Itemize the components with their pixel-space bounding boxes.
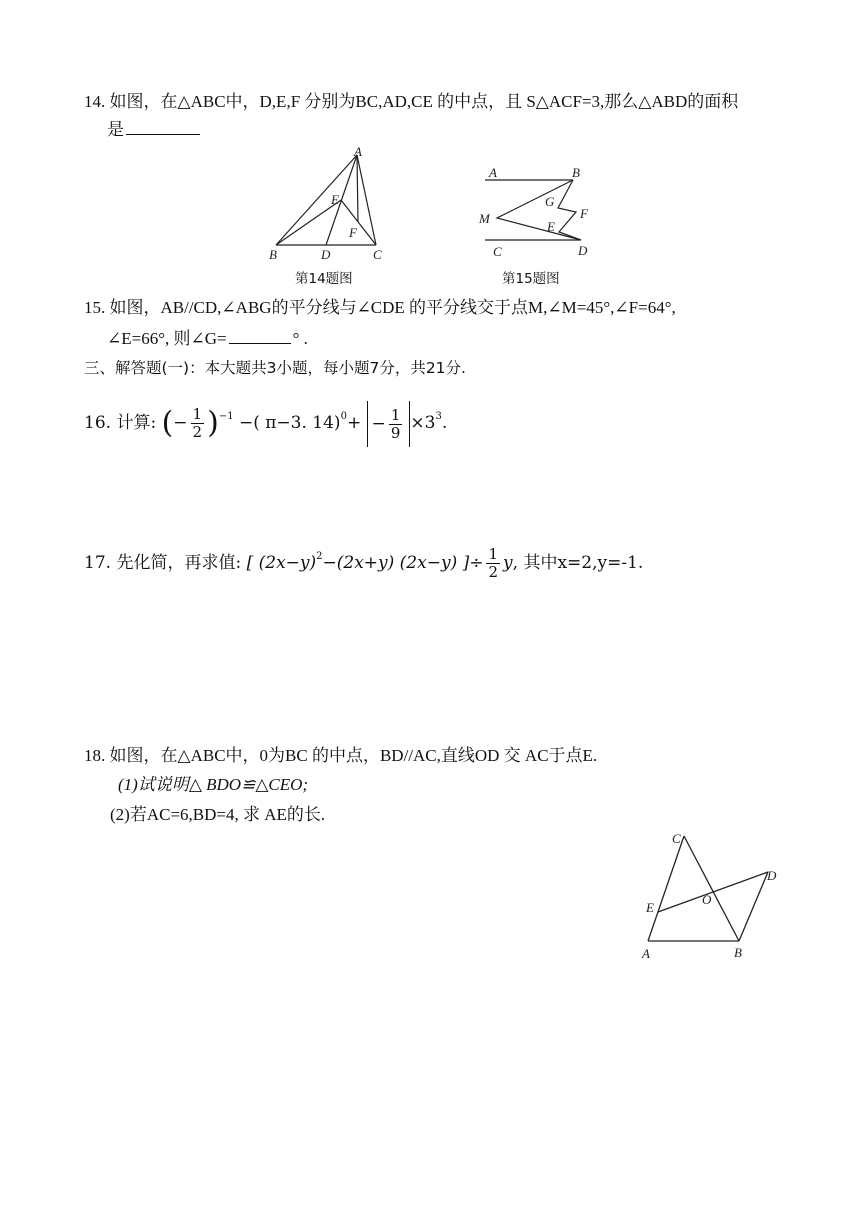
fig14-label-f: F	[349, 225, 357, 240]
fig15-label-a: A	[489, 165, 497, 180]
section-3-heading: 三、解答题(一)：本大题共3小题，每小题7分，共21分.	[84, 359, 466, 377]
q17-label: 17. 先化简，再求值:	[84, 553, 242, 573]
q16-absolute-value	[367, 401, 411, 447]
fig18-label-a: A	[642, 946, 650, 961]
q17-square: 2	[316, 551, 323, 562]
q16-open-paren: (	[161, 405, 174, 441]
fig15-caption: 第15题图	[502, 271, 560, 287]
fig15-label-d: D	[578, 243, 588, 258]
fig15-label-b: B	[572, 165, 580, 180]
q17-expr2: −(2x+y) (2x−y) ]÷	[322, 553, 484, 573]
q14-continued	[107, 118, 200, 141]
fig15-zigzag-gfe	[558, 180, 581, 240]
fig15-label-f: F	[580, 206, 588, 221]
q16-exp1: −1	[218, 411, 234, 422]
q16-close-paren: )	[207, 405, 219, 441]
q15-line1: 15. 如图，AB//CD,∠ABG的平分线与∠CDE 的平分线交于点M,∠M=45°,∠F=64°,	[84, 298, 676, 317]
q17-expr: [ (2x−y)	[246, 553, 317, 573]
q16-mid: −( π−3. 14)	[238, 413, 341, 433]
q17-fraction	[486, 546, 500, 581]
q15-line2-post: ° .	[292, 329, 308, 348]
fig14-label-e: E	[331, 192, 339, 207]
fig14-side-ac	[357, 155, 376, 245]
q16-label: 16. 计算:	[84, 413, 157, 433]
q16-plus: +	[346, 413, 362, 433]
fig14-caption: 第14题图	[295, 271, 353, 287]
fig18-label-c: C	[672, 831, 681, 846]
fig14-segment-fa	[357, 155, 358, 222]
q18-line1: 18. 如图，在△ABC中，0为BC 的中点，BD//AC,直线OD 交 AC于点E.	[84, 746, 598, 765]
q17-frac-den: 2	[488, 563, 499, 581]
q14-text	[84, 91, 738, 113]
fig18-label-e: E	[646, 900, 654, 915]
fig14-side-ab	[276, 155, 357, 245]
q16-minus: −	[173, 413, 188, 433]
fig14-label-a: A	[354, 145, 362, 159]
q16-frac1-den: 2	[192, 423, 203, 441]
fig18-label-o: O	[702, 892, 712, 907]
fig15-label-c: C	[493, 244, 502, 259]
figure-18	[636, 826, 796, 964]
fig18-side-ac	[648, 836, 684, 941]
fig18-segment-ed	[658, 872, 768, 912]
q14-body: 如图，在△ABC中，D,E,F 分别为BC,AD,CE 的中点，且 S△ACF=3,那么△ABD的面积	[109, 92, 739, 111]
q17-frac-num: 1	[488, 545, 499, 563]
q17-expression	[84, 534, 643, 580]
q14-cont: 是	[107, 120, 124, 139]
q14-answer-blank[interactable]	[126, 118, 200, 135]
q17-tail: , 其中x=2,y=-1.	[512, 553, 644, 573]
figure-14	[262, 145, 402, 265]
fig18-side-cb	[684, 836, 739, 941]
q16-fraction-2	[389, 407, 403, 442]
q16-frac1-num: 1	[192, 405, 203, 423]
fig15-label-g: G	[545, 194, 555, 209]
fig14-label-d: D	[321, 247, 331, 262]
q17-var: y	[503, 553, 513, 573]
q18-part2: (2)若AC=6,BD=4, 求 AE的长.	[110, 805, 326, 824]
q16-tail: ×3	[410, 413, 436, 433]
q16-frac2-num: 1	[390, 405, 401, 424]
q16-expression	[84, 394, 447, 440]
q15-line2	[107, 328, 308, 350]
q16-fraction-1	[191, 406, 205, 441]
q16-exp0: 0	[340, 411, 347, 422]
fig18-segment-bd	[739, 872, 768, 941]
q18-part1: (1)试说明△ BDO≌△CEO;	[118, 775, 309, 794]
q16-frac2-den: 9	[390, 423, 401, 442]
q15-answer-blank[interactable]	[229, 329, 291, 344]
fig18-label-d: D	[767, 868, 777, 883]
fig14-label-b: B	[269, 247, 277, 262]
fig15-label-e: E	[547, 219, 555, 234]
fig15-label-m: M	[479, 211, 490, 226]
q16-end: .	[441, 413, 448, 433]
q16-abs-sign: −	[371, 413, 386, 434]
q14-number: 14.	[84, 92, 106, 111]
fig18-label-b: B	[734, 945, 742, 960]
q15-line2-pre: ∠E=66°, 则∠G=	[107, 329, 227, 348]
fig14-label-c: C	[373, 247, 382, 262]
figure-15	[475, 160, 595, 260]
q16-tail-exp: 3	[435, 411, 442, 422]
